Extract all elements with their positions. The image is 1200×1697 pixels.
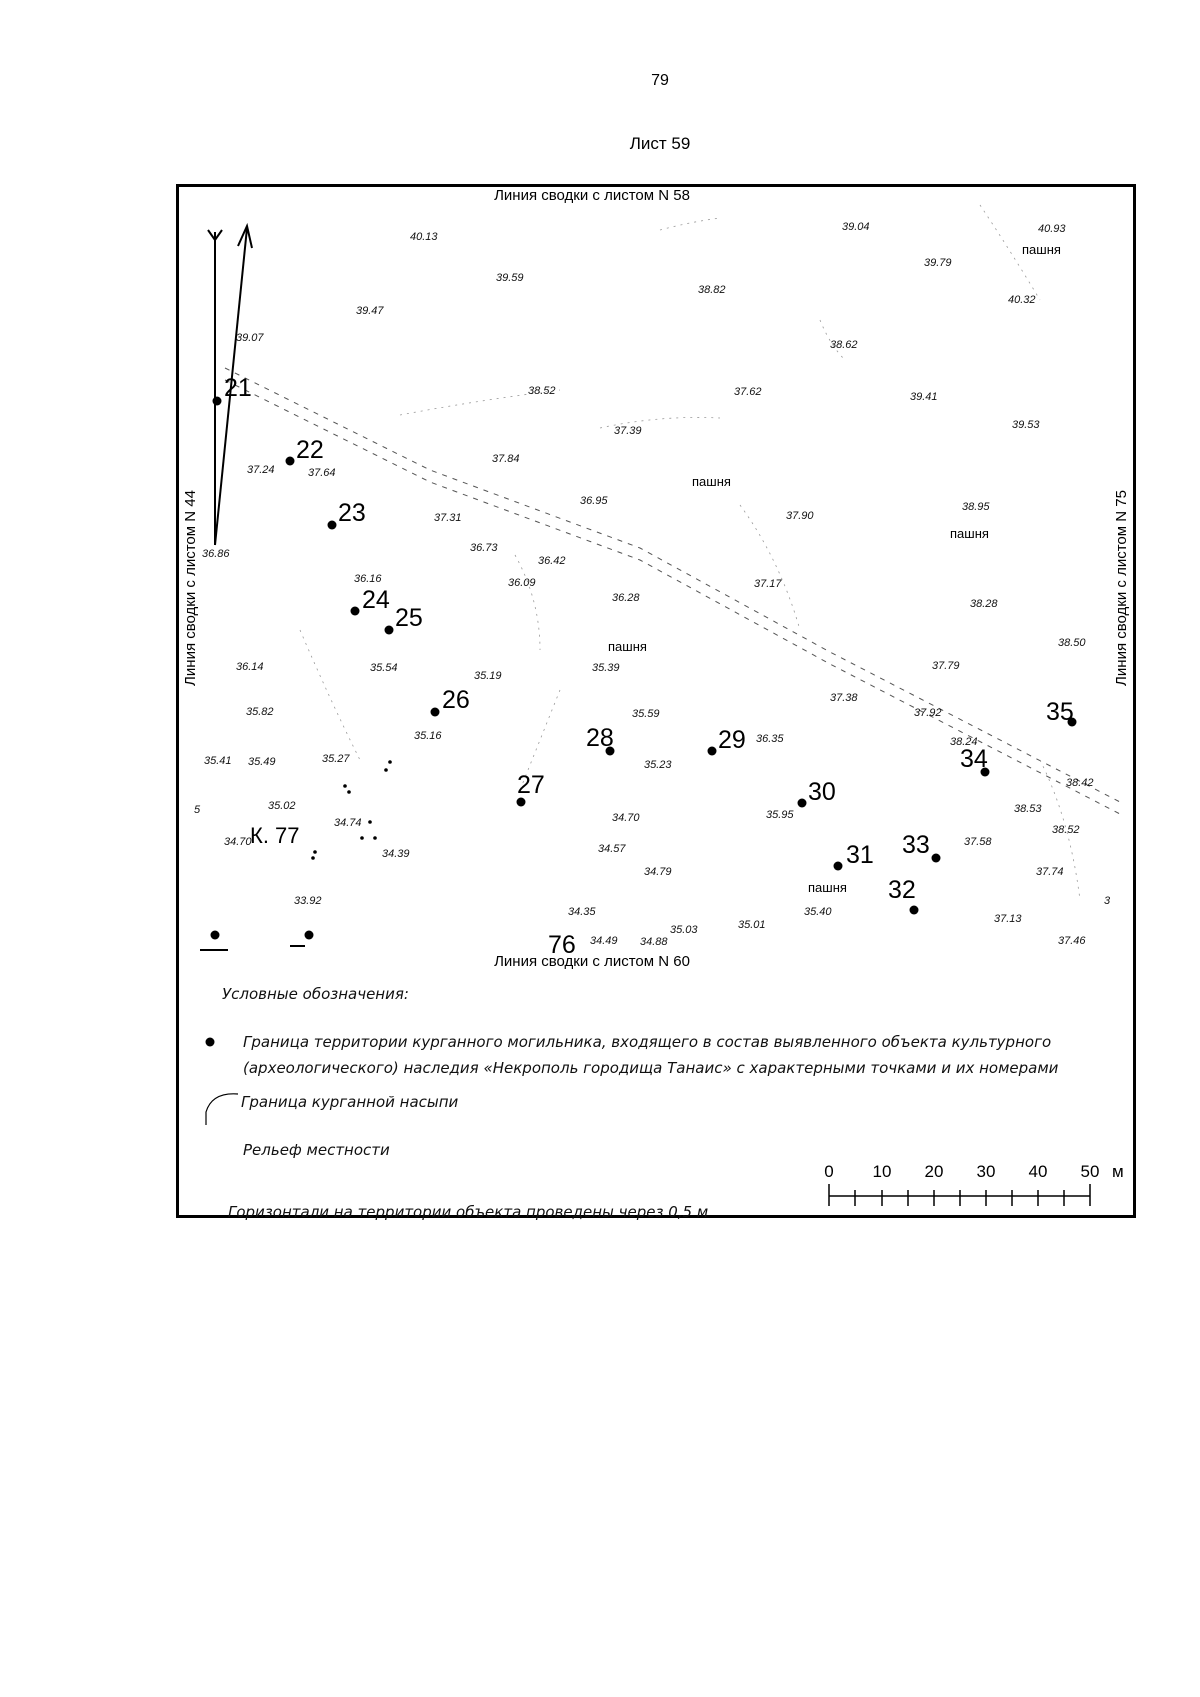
elevation-label: 3 xyxy=(1104,895,1111,907)
elevation-label: 34.70 xyxy=(612,812,640,824)
elevation-marks xyxy=(194,221,1111,948)
elevation-label: 39.41 xyxy=(910,391,938,403)
elevation-label: 39.79 xyxy=(924,257,952,269)
elevation-label: 37.17 xyxy=(754,578,782,590)
elevation-label: 35.41 xyxy=(204,755,232,767)
elevation-label: 35.54 xyxy=(370,662,398,674)
elevation-label: 35.16 xyxy=(414,730,442,742)
elevation-label: 35.01 xyxy=(738,919,766,931)
boundary-point xyxy=(328,521,337,530)
partial-point-number: 76 xyxy=(548,931,576,959)
legend-title: Условные обозначения: xyxy=(222,985,409,1003)
legend xyxy=(206,985,1059,1221)
elevation-label: 38.28 xyxy=(970,598,998,610)
boundary-point xyxy=(910,906,919,915)
legend-boundary-text-1: Граница территории курганного могильника, входящего в состав выявленного объекта культурного xyxy=(243,1033,1052,1051)
point-number-33: 33 xyxy=(902,831,930,859)
scale-tick-label: 30 xyxy=(976,1162,996,1181)
scale-tick-label: 40 xyxy=(1028,1162,1048,1181)
elevation-label: 37.13 xyxy=(994,913,1022,925)
relief-contours xyxy=(300,205,1080,900)
scale-tick-label: 20 xyxy=(924,1162,944,1181)
elevation-label: 36.14 xyxy=(236,661,264,673)
elevation-label: 38.53 xyxy=(1014,803,1042,815)
mound-dots xyxy=(311,760,392,860)
elevation-label: 37.74 xyxy=(1036,866,1064,878)
point-number-22: 22 xyxy=(296,436,324,464)
boundary-point xyxy=(351,607,360,616)
scale-unit: м xyxy=(1112,1162,1124,1181)
point-number-31: 31 xyxy=(846,841,874,869)
elevation-label: 35.40 xyxy=(804,906,832,918)
elevation-label: 36.86 xyxy=(202,548,230,560)
land-label: пашня xyxy=(692,474,731,489)
elevation-label: 34.74 xyxy=(334,817,362,829)
elevation-label: 39.59 xyxy=(496,272,524,284)
elevation-label: 34.35 xyxy=(568,906,596,918)
elevation-label: 5 xyxy=(194,804,201,816)
elevation-label: 34.39 xyxy=(382,848,410,860)
point-number-28: 28 xyxy=(586,724,614,752)
land-label: пашня xyxy=(808,880,847,895)
elevation-label: 38.42 xyxy=(1066,777,1094,789)
elevation-label: 38.50 xyxy=(1058,637,1086,649)
page-number: 79 xyxy=(651,72,669,89)
point-number-21: 21 xyxy=(224,374,252,402)
elevation-label: 34.88 xyxy=(640,936,668,948)
elevation-label: 39.04 xyxy=(842,221,870,233)
legend-mound-boundary-icon xyxy=(206,1094,238,1125)
boundary-point xyxy=(431,708,440,717)
scale-tick-label: 10 xyxy=(872,1162,892,1181)
elevation-label: 35.03 xyxy=(670,924,698,936)
elevation-label: 34.79 xyxy=(644,866,672,878)
edge-label-left: Линия сводки с листом N 44 xyxy=(182,490,199,686)
elevation-label: 38.82 xyxy=(698,284,726,296)
legend-contours-note: Горизонтали на территории объекта проведены через 0,5 м xyxy=(228,1203,709,1221)
boundary-point xyxy=(798,799,807,808)
boundary-point xyxy=(213,397,222,406)
boundary-point xyxy=(708,747,717,756)
elevation-label: 34.57 xyxy=(598,843,626,855)
elevation-label: 37.79 xyxy=(932,660,960,672)
elevation-label: 38.52 xyxy=(528,385,556,397)
elevation-label: 37.64 xyxy=(308,467,336,479)
elevation-label: 38.95 xyxy=(962,501,990,513)
elevation-label: 34.70 xyxy=(224,836,252,848)
elevation-label: 36.35 xyxy=(756,733,784,745)
mound-label: К. 77 xyxy=(250,823,300,848)
boundary-point xyxy=(305,931,314,940)
elevation-label: 35.27 xyxy=(322,753,350,765)
scale-bar xyxy=(824,1162,1123,1206)
point-number-35: 35 xyxy=(1046,698,1074,726)
elevation-label: 39.53 xyxy=(1012,419,1040,431)
elevation-label: 40.93 xyxy=(1038,223,1066,235)
elevation-label: 37.39 xyxy=(614,425,642,437)
boundary-point xyxy=(834,862,843,871)
edge-label-bottom: Линия сводки с листом N 60 xyxy=(494,953,690,970)
scale-tick-label: 0 xyxy=(824,1162,834,1181)
elevation-label: 37.90 xyxy=(786,510,814,522)
elevation-label: 37.84 xyxy=(492,453,520,465)
elevation-label: 34.49 xyxy=(590,935,618,947)
boundary-point xyxy=(211,931,220,940)
elevation-label: 33.92 xyxy=(294,895,322,907)
elevation-label: 35.59 xyxy=(632,708,660,720)
elevation-label: 38.62 xyxy=(830,339,858,351)
boundary-point xyxy=(286,457,295,466)
elevation-label: 40.32 xyxy=(1008,294,1036,306)
elevation-label: 36.73 xyxy=(470,542,498,554)
elevation-label: 35.49 xyxy=(248,756,276,768)
land-label: пашня xyxy=(608,639,647,654)
boundary-point xyxy=(932,854,941,863)
elevation-label: 38.24 xyxy=(950,736,978,748)
scale-tick-label: 50 xyxy=(1080,1162,1100,1181)
legend-boundary-point-icon xyxy=(206,1038,215,1047)
point-number-30: 30 xyxy=(808,778,836,806)
elevation-label: 40.13 xyxy=(410,231,438,243)
edge-label-right: Линия сводки с листом N 75 xyxy=(1113,490,1130,686)
elevation-label: 37.24 xyxy=(247,464,275,476)
point-number-26: 26 xyxy=(442,686,470,714)
point-number-27: 27 xyxy=(517,771,545,799)
elevation-label: 39.47 xyxy=(356,305,384,317)
legend-relief-text: Рельеф местности xyxy=(243,1141,390,1159)
elevation-label: 35.02 xyxy=(268,800,296,812)
elevation-label: 37.62 xyxy=(734,386,762,398)
elevation-label: 39.07 xyxy=(236,332,264,344)
elevation-label: 37.31 xyxy=(434,512,462,524)
elevation-label: 38.52 xyxy=(1052,824,1080,836)
edge-label-top: Линия сводки с листом N 58 xyxy=(494,187,690,204)
land-label: пашня xyxy=(950,526,989,541)
elevation-label: 35.19 xyxy=(474,670,502,682)
elevation-label: 36.09 xyxy=(508,577,536,589)
elevation-label: 37.92 xyxy=(914,707,942,719)
legend-mound-boundary-text: Граница курганной насыпи xyxy=(241,1093,459,1111)
elevation-label: 35.82 xyxy=(246,706,274,718)
elevation-label: 37.46 xyxy=(1058,935,1086,947)
sheet-title: Лист 59 xyxy=(629,134,691,153)
point-number-23: 23 xyxy=(338,499,366,527)
scale-ruler xyxy=(829,1184,1090,1206)
elevation-label: 36.28 xyxy=(612,592,640,604)
point-number-25: 25 xyxy=(395,604,423,632)
point-number-29: 29 xyxy=(718,726,746,754)
elevation-label: 36.16 xyxy=(354,573,382,585)
elevation-label: 37.58 xyxy=(964,836,992,848)
point-number-34: 34 xyxy=(960,745,988,773)
legend-boundary-text-2: (археологического) наследия «Некрополь городища Танаис» с характерными точками и их номерами xyxy=(243,1059,1059,1077)
land-label: пашня xyxy=(1022,242,1061,257)
elevation-label: 37.38 xyxy=(830,692,858,704)
elevation-label: 36.95 xyxy=(580,495,608,507)
boundary-point xyxy=(385,626,394,635)
point-number-24: 24 xyxy=(362,586,390,614)
elevation-label: 35.95 xyxy=(766,809,794,821)
elevation-label: 35.23 xyxy=(644,759,672,771)
point-number-32: 32 xyxy=(888,876,916,904)
elevation-label: 35.39 xyxy=(592,662,620,674)
elevation-label: 36.42 xyxy=(538,555,566,567)
